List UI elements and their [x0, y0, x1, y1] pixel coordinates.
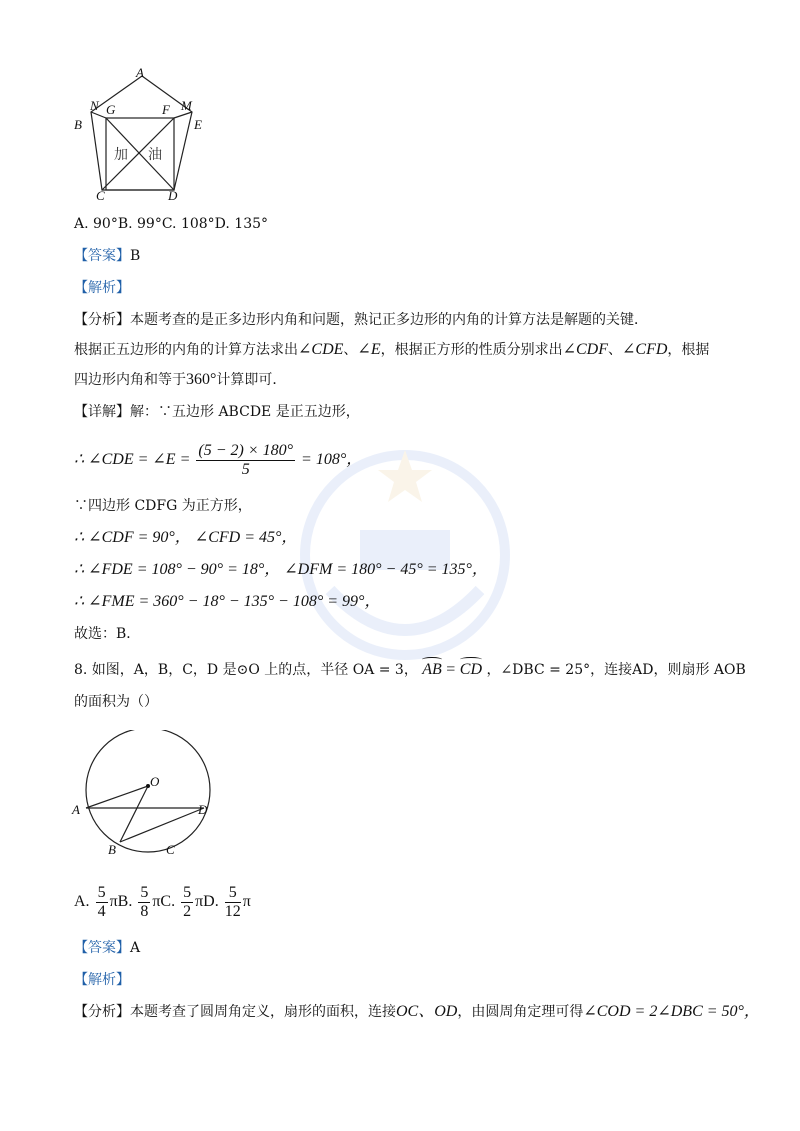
fenxi-tag: 【分析】 [74, 1004, 130, 1020]
q7-choose: 故选：B． [74, 626, 141, 642]
q8-text-b: ，∠DBC = 25°，连接AD，则扇形 AOB [486, 662, 746, 678]
q8-text: 8. 如图，A，B，C，D 是⊙O 上的点，半径 OA = 3， [74, 662, 418, 678]
frac-den: 2 [183, 902, 192, 920]
option-c: C. [160, 893, 176, 910]
math-seg: ∠CDF [562, 341, 608, 358]
fig1-label-b: B [74, 117, 82, 132]
arc-cd-label: CD [459, 661, 482, 678]
frac-den: 12 [224, 902, 241, 920]
text-seg: 计算即可． [216, 372, 287, 388]
eq1-fraction [196, 442, 295, 479]
option-a: A. [74, 893, 90, 910]
frac-den: 4 [97, 902, 106, 920]
q7-eq3: ∴ ∠FDE = 108° − 90° = 18°， ∠DFM = 180° − 45° = 135°， [74, 561, 488, 578]
q8-jiexi-tag: 【解析】 [74, 972, 130, 988]
arc-ab-label: AB [422, 661, 442, 678]
fenxi-tag: 【分析】 [74, 312, 130, 328]
detail-tag: 【详解】 [74, 404, 130, 420]
q7-square-line: ∵四边形 CDFG 为正方形， [74, 498, 252, 514]
fig1-label-n: N [90, 98, 99, 113]
q8-options [74, 882, 251, 922]
q7-eq1 [74, 440, 362, 480]
q7-fenxi-line [74, 310, 648, 330]
frac-num: 5 [225, 884, 241, 903]
fig2-label-a: A [72, 802, 80, 817]
pentagon-square-figure [72, 62, 222, 202]
fenxi-text: 本题考查的是正多边形内角和问题，熟记正多边形的内角的计算方法是解题的关键． [130, 312, 648, 328]
fig1-text-you: 油 [148, 147, 162, 163]
eq1-pre: ∴ ∠CDE = ∠E = [74, 451, 191, 468]
fig1-label-m: M [181, 98, 192, 113]
pi-symbol: π [109, 893, 118, 910]
detail-text: 解：∵五边形 ABCDE 是正五边形， [130, 404, 360, 420]
q8-question-line1 [74, 660, 746, 680]
text-seg: 根据正五边形的内角的计算方法求出 [74, 342, 298, 358]
q7-fenxi-line3 [74, 370, 286, 390]
q7-fenxi-line2 [74, 340, 709, 360]
text-seg: 、 [608, 342, 622, 358]
option-d: D. [203, 893, 219, 910]
arc-cd [460, 661, 482, 678]
math-seg: ∠COD = 2∠DBC = 50°， [583, 1003, 760, 1020]
answer-tag: 【答案】 [74, 940, 130, 956]
frac-den: 8 [140, 902, 149, 920]
pi-symbol: π [242, 893, 251, 910]
fig2-label-o: O [150, 774, 160, 789]
fenxi-text: ，由圆周角定理可得 [457, 1004, 584, 1020]
arc-ab [422, 661, 442, 678]
q8-question-line2: 的面积为（） [74, 694, 158, 710]
math-seg: ∠E [357, 341, 381, 358]
text-seg: 四边形内角和等于 [74, 372, 186, 388]
frac-c [181, 884, 193, 921]
math-seg: ∠CFD [622, 341, 668, 358]
answer-tag: 【答案】 [74, 248, 130, 264]
frac-num: 5 [183, 883, 192, 901]
q7-detail-line [74, 402, 360, 422]
q7-options: A. 90°B. 99°C. 108°D. 135° [74, 216, 269, 232]
text-seg: 、 [343, 342, 358, 358]
fenxi-text: 本题考查了圆周角定义，扇形的面积，连接 [130, 1004, 396, 1020]
eq1-denominator: 5 [241, 460, 250, 478]
frac-b [138, 884, 150, 921]
math-seg: OC、OD [396, 1003, 458, 1020]
q7-answer-line [74, 246, 140, 266]
option-b: B. [117, 893, 133, 910]
pi-symbol: π [195, 893, 204, 910]
text-seg: ，根据正方形的性质分别求出 [380, 342, 563, 358]
fig1-label-g: G [106, 102, 116, 117]
frac-num: 5 [97, 883, 106, 901]
fig1-label-c: C [96, 188, 105, 202]
fig1-label-e: E [194, 117, 202, 132]
circle-figure [68, 730, 228, 860]
q8-fenxi-line [74, 1002, 760, 1022]
fig2-label-c: C [166, 842, 175, 857]
fig1-label-f: F [162, 102, 170, 117]
fig1-label-a: A [136, 65, 144, 80]
eq1-post: = 108°， [301, 451, 363, 468]
q7-eq2: ∴ ∠CDF = 90°， ∠CFD = 45°， [74, 529, 298, 546]
math-seg: ∠CDE [298, 341, 344, 358]
math-seg: 360° [186, 371, 217, 388]
answer-value: B [130, 248, 141, 264]
fig1-text-jia: 加 [114, 147, 128, 163]
fig1-label-d: D [168, 188, 178, 202]
pi-symbol: π [152, 893, 161, 910]
frac-d [225, 884, 241, 921]
answer-value: A [130, 940, 141, 956]
fig2-label-d: D [198, 802, 208, 817]
q8-answer-line [74, 938, 140, 958]
text-seg: ，根据 [667, 342, 710, 358]
frac-a [96, 884, 108, 921]
frac-num: 5 [140, 883, 149, 901]
equals: = [446, 661, 456, 678]
fig2-label-b: B [108, 842, 116, 857]
q7-eq4: ∴ ∠FME = 360° − 18° − 135° − 108° = 99°， [74, 593, 381, 610]
eq1-numerator: (5 − 2) × 180° [198, 441, 294, 459]
q7-jiexi-tag: 【解析】 [74, 280, 130, 296]
